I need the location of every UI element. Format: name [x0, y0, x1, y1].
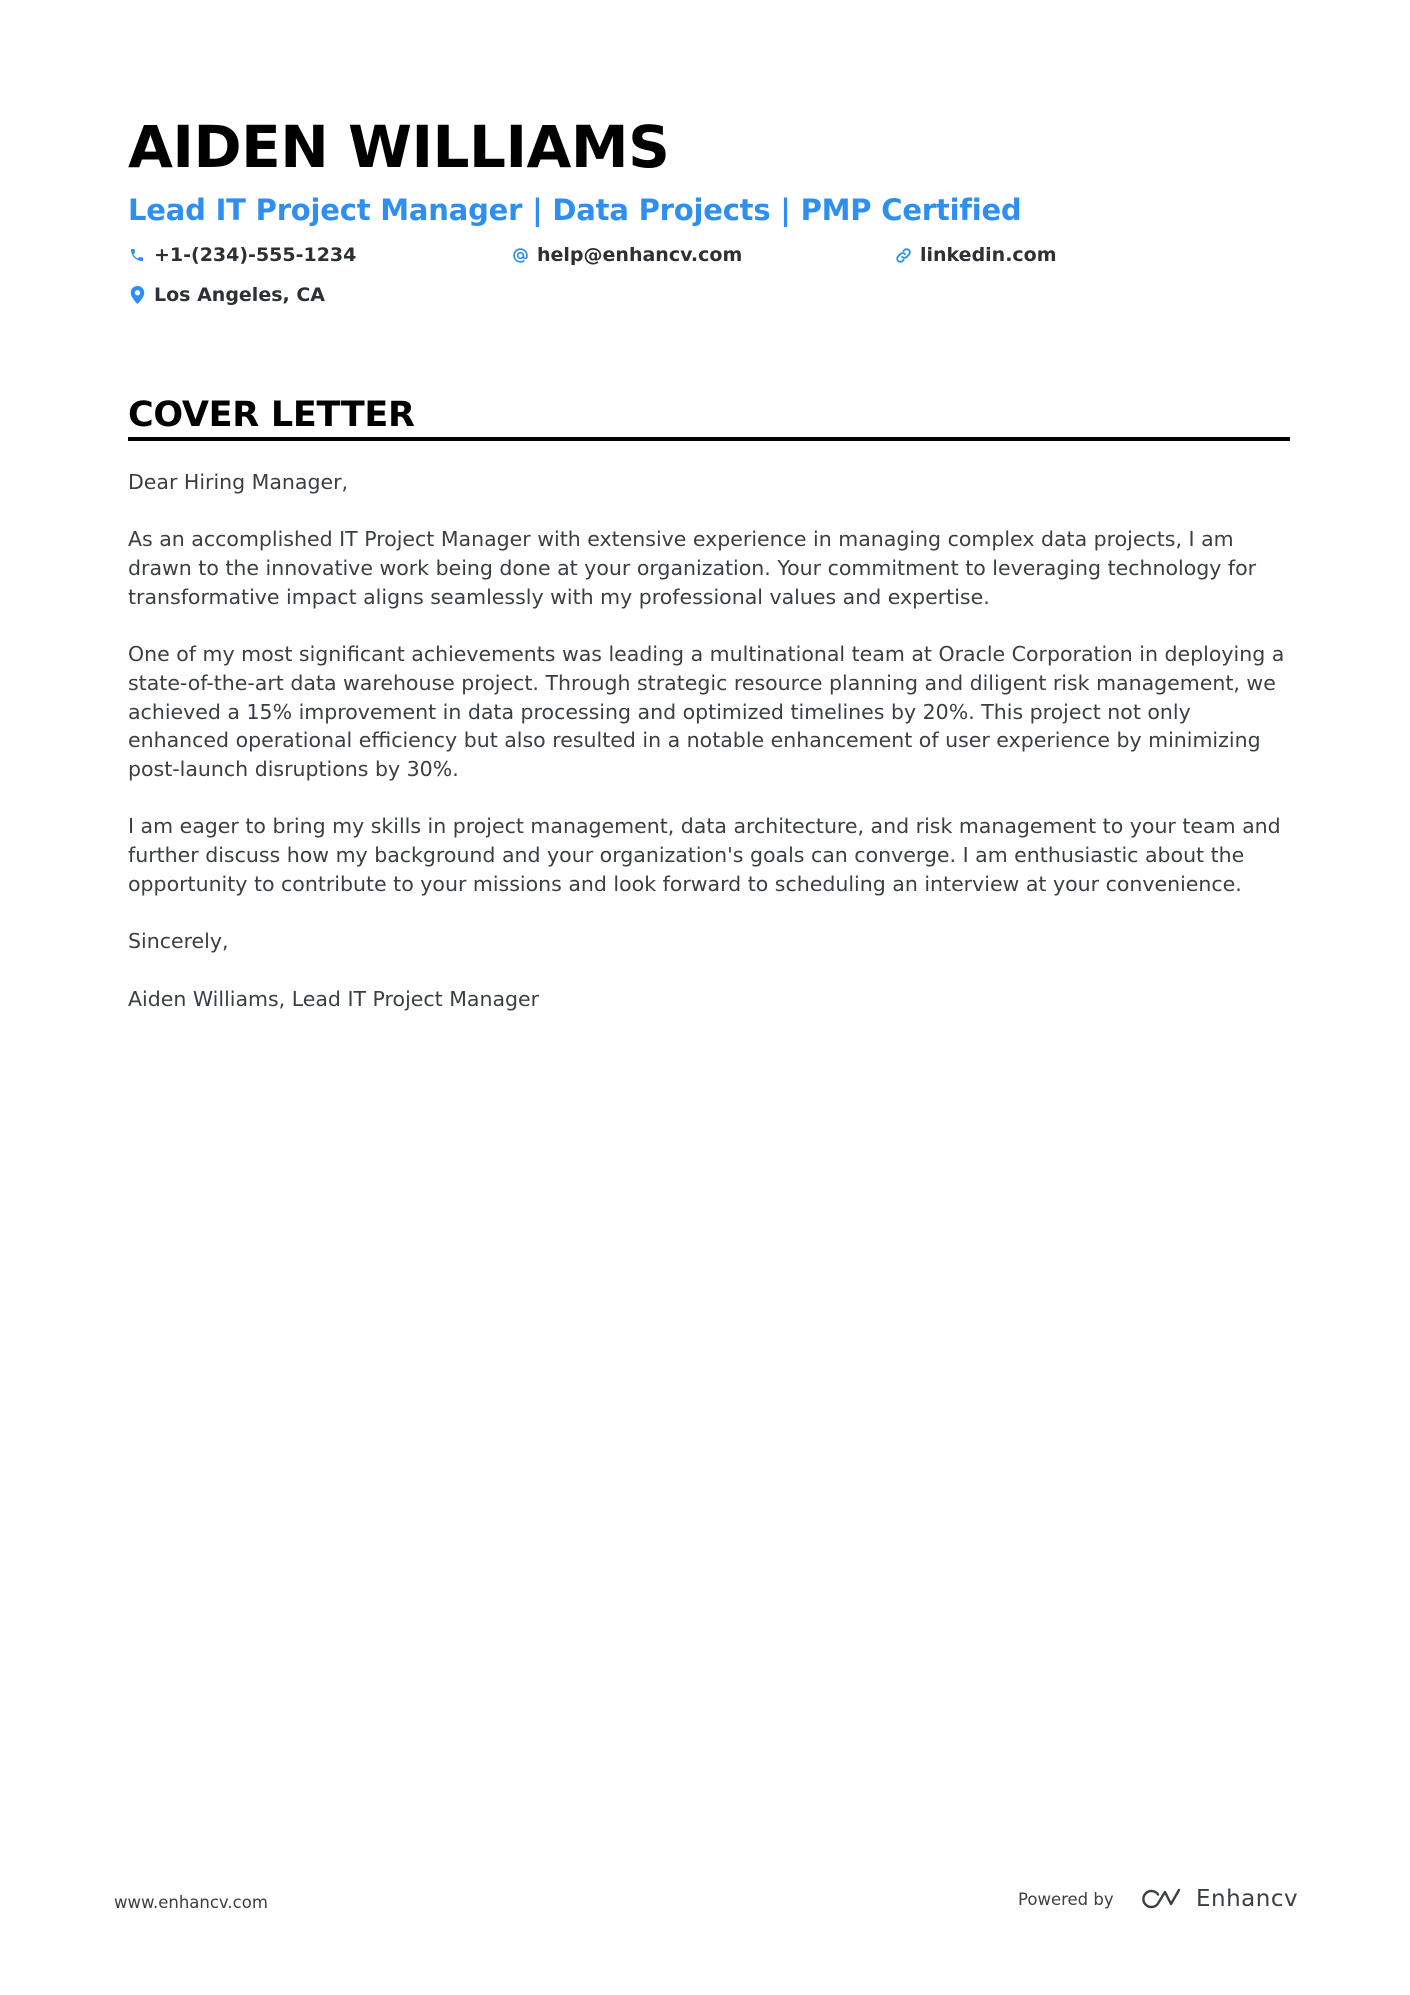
at-icon: [511, 246, 529, 264]
candidate-name: AIDEN WILLIAMS: [128, 113, 670, 181]
contact-phone: [128, 240, 356, 270]
letter-body: [128, 468, 1290, 1042]
location-text: Los Angeles, CA: [154, 284, 325, 306]
link-text: linkedin.com: [920, 244, 1057, 266]
letter-signature: Aiden Williams, Lead IT Project Manager: [128, 986, 540, 1011]
letter-paragraph: As an accomplished IT Project Manager with extensive experience in managing complex data projects, I am drawn to the innovative work being done at your organization. Your commitment to leveraging technology for transformative impact aligns seamlessly with my professional values and expertise.: [128, 527, 1257, 609]
letter-paragraph: One of my most significant achievements was leading a multinational team at Oracle Corporation in deploying a state-of-the-art data warehouse project. Through strategic resource planning and diligent risk management, we achieved a 15% improvement in data processing and optimized timelines by 20%. This project not only enhanced operational efficiency but also resulted in a notable enhancement of user experience by minimizing post-launch disruptions by 30%.: [128, 642, 1285, 781]
brand-name: Enhancv: [1196, 1886, 1299, 1912]
enhancv-logo-icon: [1138, 1886, 1184, 1912]
email-text: help@enhancv.com: [537, 244, 743, 266]
contact-location: [128, 280, 325, 310]
footer-powered-by: Powered by: [1018, 1890, 1114, 1909]
letter-paragraph: I am eager to bring my skills in project management, data architecture, and risk management to your team and further discuss how my background and your organization's goals can converge. I am enthusiastic about the opportunity to contribute to your missions and look forward to scheduling an interview at your convenience.: [128, 814, 1281, 896]
location-pin-icon: [128, 286, 146, 304]
footer-url[interactable]: www.enhancv.com: [114, 1893, 268, 1912]
letter-greeting: Dear Hiring Manager,: [128, 470, 349, 494]
phone-text: +1-(234)-555-1234: [154, 244, 357, 266]
phone-icon: [128, 246, 146, 264]
contact-email: [511, 240, 742, 270]
letter-closing: Sincerely,: [128, 929, 229, 954]
footer-brand[interactable]: [1138, 1880, 1298, 1918]
link-icon: [894, 246, 912, 264]
contact-link: [894, 240, 1057, 270]
candidate-title: Lead IT Project Manager | Data Projects | PMP Certified: [128, 193, 1022, 227]
section-title: COVER LETTER: [128, 395, 415, 435]
section-divider: [128, 437, 1290, 441]
